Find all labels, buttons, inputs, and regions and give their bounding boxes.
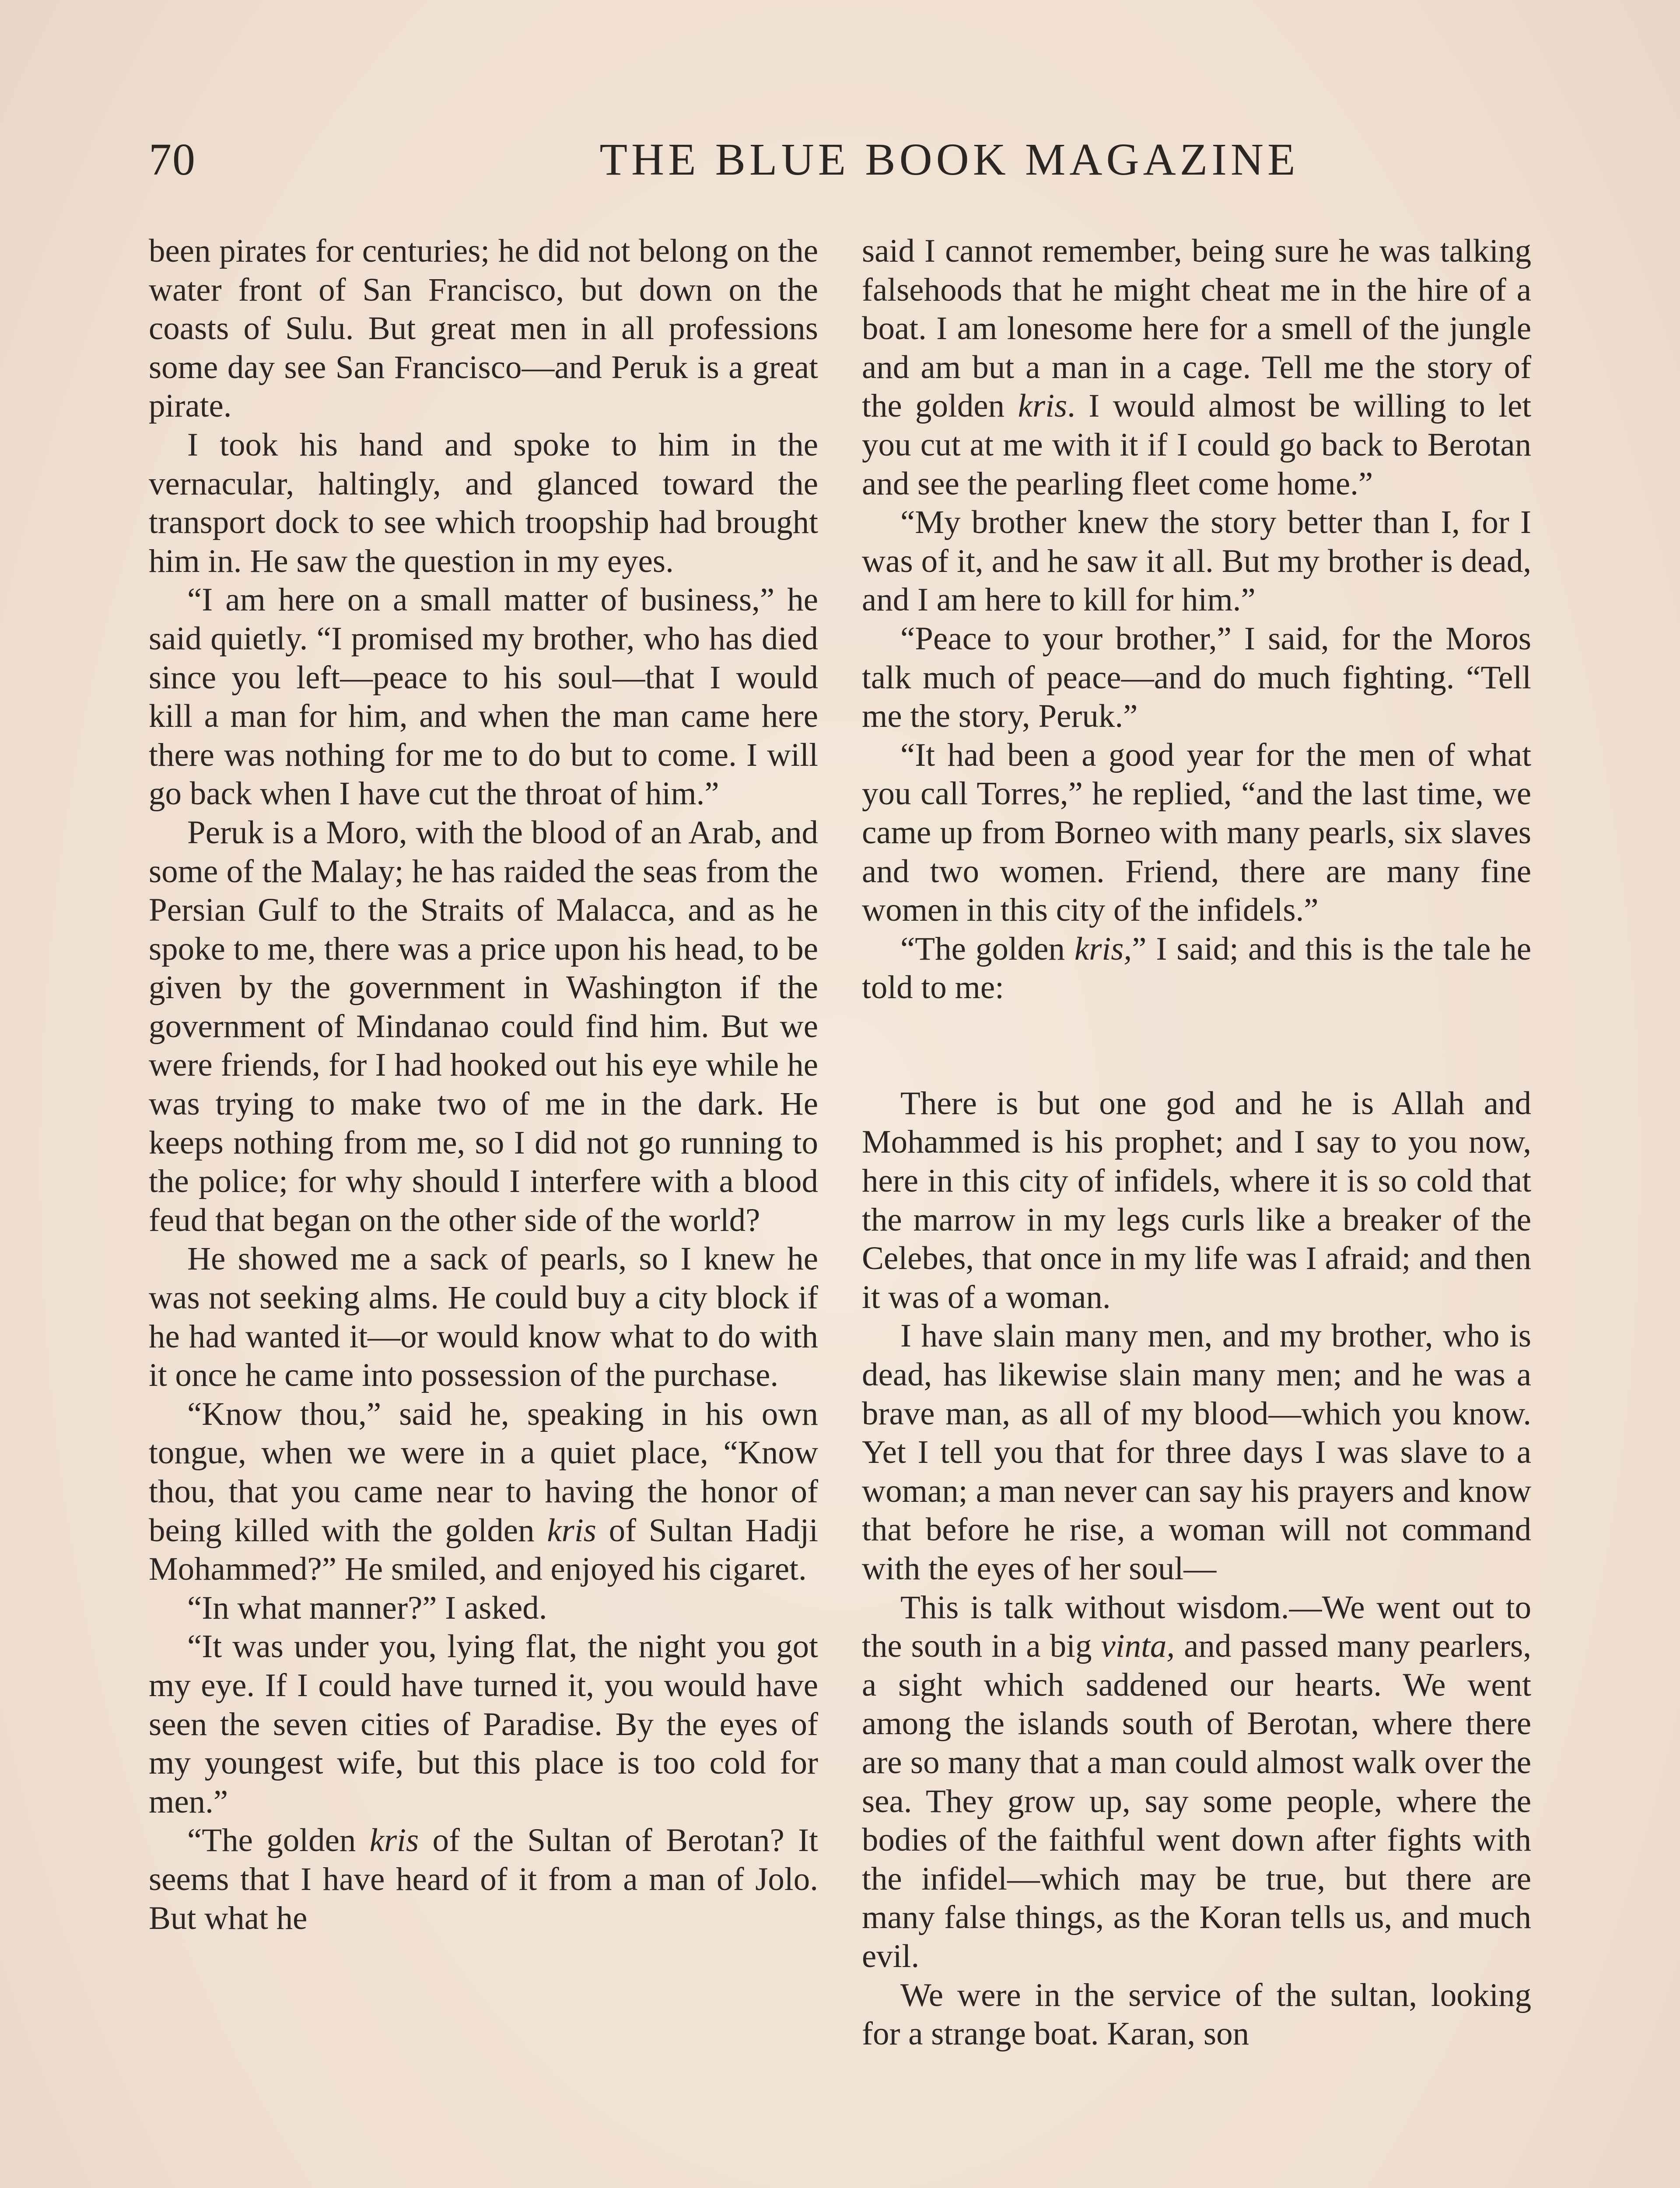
italic-word: kris — [369, 1822, 419, 1859]
paragraph: been pirates for centuries; he did not belong on the water front of San Francisco, but down on the coasts of Sulu. But great men in all professions some day see San Francisco—and Peruk is a great pirate. — [149, 233, 818, 424]
paragraph: “In what manner?” I asked. — [187, 1589, 547, 1626]
paragraph: There is but one god and he is Allah and Mohammed is his prophet; and I say to you now, here in this city of infidels, where it is so cold that the marrow in my legs curls like a breaker of the Celebes, that once in my life was I afraid; and then it was of a woman. — [862, 1085, 1531, 1315]
paragraph: “It had been a good year for the men of what you call Torres,” he replied, “and the last time, we came up from Borneo with many pearls, six slaves and two women. Friend, there are many fine women in this city of the infidels.” — [862, 736, 1531, 929]
text-run: “The golden — [187, 1822, 370, 1859]
text-run: This is talk without wisdom.—We went out to the south in a big — [862, 1589, 1531, 1665]
text-run: of the Sultan of Berotan? It seems that I have heard of it from a man of Jolo. But what he — [149, 1822, 818, 1936]
text-run: “The golden — [900, 930, 1074, 967]
text-run: “Know thou,” said he, speaking in his own tongue, when we were in a quiet place, “Know thou, that you came near to having the honor of being killed with the golden — [149, 1396, 818, 1549]
italic-word: kris, — [1074, 930, 1132, 967]
paragraph — [862, 1588, 1531, 1976]
paragraph: Peruk is a Moro, with the blood of an Arab, and some of the Malay; he has raided the seas from the Persian Gulf to the Straits of Malacca, and as he spoke to me, there was a price upon his head, to be given by the government in Washington if the government of Mindanao could find him. But we were friends, for I had hooked out his eye while he was trying to make two of me in the dark. He keeps nothing from me, so I did not go running to the police; for why should I interfere with a blood feud that began on the other side of the world? — [149, 814, 818, 1238]
paragraph: “I am here on a small matter of business,” he said quietly. “I promised my brother, who has died since you left—peace to his soul—that I would kill a man for him, and when the man came here there was nothing for me to do but to come. I will go back when I have cut the throat of him.” — [149, 582, 818, 812]
text-run: of Sultan Hadji Mohammed?” He smiled, and enjoyed his cigaret. — [149, 1512, 818, 1588]
paragraph: “It was under you, lying flat, the night you got my eye. If I could have turned it, you would have seen the seven cities of Paradise. By the eyes of my youngest wife, but this place is too cold for men.” — [149, 1628, 818, 1820]
page-header — [149, 127, 1540, 193]
italic-word: kris — [547, 1512, 596, 1549]
text-run: . I would almost be willing to let you cut at me with it if I could go back to Berotan and see the pearling fleet come home.” — [862, 388, 1531, 502]
page-number: 70 — [149, 134, 196, 185]
italic-word: vinta, — [1101, 1628, 1175, 1665]
paragraph: I took his hand and spoke to him in the vernacular, haltingly, and glanced toward the transport dock to see which troopship had brought him in. He saw the question in my eyes. — [149, 426, 818, 579]
left-text-column — [149, 232, 818, 1938]
italic-word: kris — [1018, 388, 1068, 424]
text-run: ” I said; and this is the tale he told to me: — [862, 930, 1531, 1006]
text-run: and passed many pearlers, a sight which saddened our hearts. We went among the islands south of Berotan, where there are so many that a man could almost walk over the sea. They grow up, say some people, where the bodies of the faithful went down after fights with the infidel—which may be true, but there are many false things, as the Koran tells us, and much evil. — [862, 1628, 1531, 1974]
paragraph: “My brother knew the story better than I, for I was of it, and he saw it all. But my brother is dead, and I am here to kill for him.” — [862, 504, 1531, 618]
paragraph: I have slain many men, and my brother, who is dead, has likewise slain many men; and he was a brave man, as all of my blood—which you know. Yet I tell you that for three days I was slave to a woman; a man never can say his prayers and know that before he rise, a woman will not command with the eyes of her soul— — [862, 1318, 1531, 1587]
right-text-column — [862, 232, 1531, 2054]
paragraph: He showed me a sack of pearls, so I knew he was not seeking alms. He could buy a city block if he had wanted it—or would know what to do with it once he came into possession of the purchase. — [149, 1241, 818, 1394]
paragraph: “Peace to your brother,” I said, for the Moros talk much of peace—and do much fighting. “Tell me the story, Peruk.” — [862, 620, 1531, 735]
paragraph — [862, 930, 1531, 1007]
paragraph — [862, 232, 1531, 503]
text-run: said I cannot remember, being sure he was talking falsehoods that he might cheat me in the hire of a boat. I am lonesome here for a smell of the jungle and am but a man in a cage. Tell me the story of the golden — [862, 233, 1531, 424]
magazine-title: THE BLUE BOOK MAGAZINE — [599, 134, 1299, 185]
paragraph — [149, 1821, 818, 1938]
paragraph: We were in the service of the sultan, looking for a strange boat. Karan, son — [862, 1977, 1531, 2052]
paragraph — [149, 1395, 818, 1589]
